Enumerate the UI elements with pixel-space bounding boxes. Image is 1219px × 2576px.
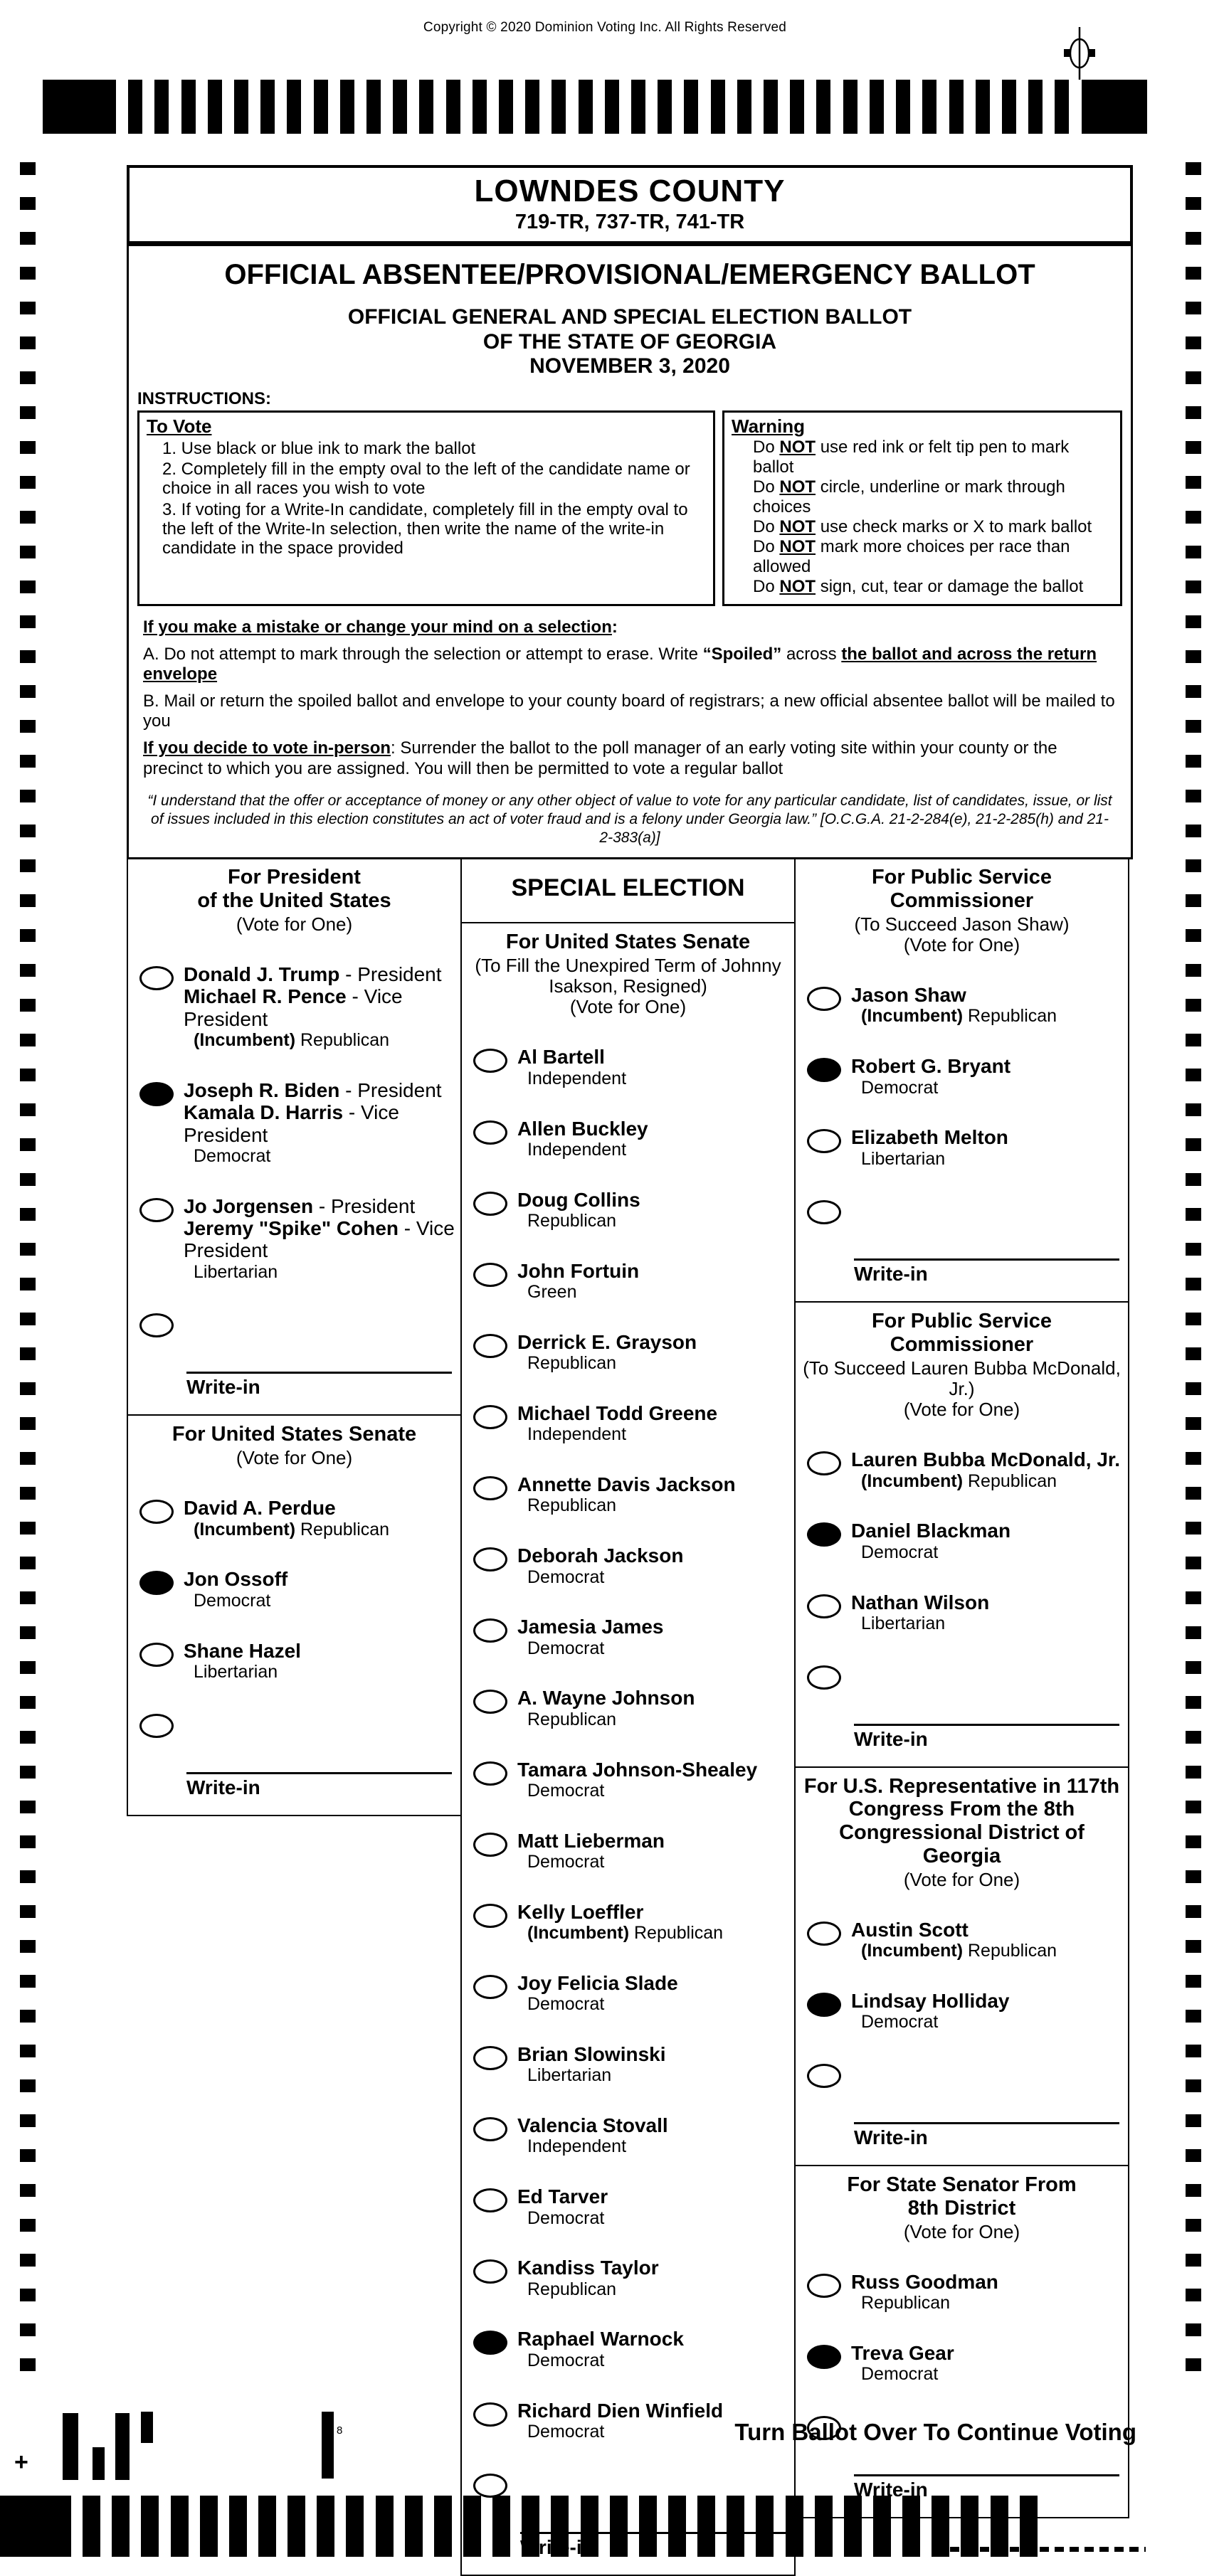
contest-section	[127, 857, 462, 1416]
ballot-oval-empty[interactable]	[139, 1313, 174, 1337]
to-vote-box	[137, 410, 715, 607]
mistake-item-b: B. Mail or return the spoiled ballot and envelope to your county board of registrars; a new official absentee ballot will be mailed to you	[143, 691, 1115, 731]
contest-title: For President of the United States	[197, 866, 391, 913]
to-vote-item: 1. Use black or blue ink to mark the ballot	[162, 438, 476, 458]
ballot-oval-empty[interactable]	[473, 1690, 507, 1714]
candidate-text: Deborah Jackson Democrat	[517, 1544, 684, 1587]
candidate-text: Donald J. Trump - President Michael R. Pence - Vice President (Incumbent) Republican	[184, 963, 442, 1051]
ballot-oval-filled[interactable]	[473, 2331, 507, 2355]
registration-plus-icon: +	[14, 2449, 28, 2476]
candidate-text: Raphael Warnock Democrat	[517, 2328, 684, 2370]
candidate-option	[807, 984, 1122, 1027]
candidate-option	[139, 1195, 455, 1283]
warning-item: Do NOT use check marks or X to mark ballot	[753, 516, 1092, 536]
election-title-line: NOVEMBER 3, 2020	[529, 354, 730, 378]
ballot-oval-empty[interactable]	[807, 2274, 841, 2298]
stub-bar	[322, 2412, 334, 2479]
contest-title: For Public Service Commissioner	[871, 1310, 1052, 1357]
turn-ballot-over-label: Turn Ballot Over To Continue Voting	[734, 2419, 1136, 2445]
instructions-row	[137, 410, 1122, 607]
contest-subtitle: (To Fill the Unexpired Term of Johnny Isakson, Resigned) (Vote for One)	[475, 955, 781, 1018]
warning-title: Warning	[732, 415, 806, 437]
candidate-text: Allen Buckley Independent	[517, 1117, 648, 1160]
candidate-option	[473, 1189, 788, 1231]
ballot-body	[127, 243, 1133, 859]
ballot-oval-empty[interactable]	[473, 1192, 507, 1216]
candidate-option	[807, 1126, 1122, 1169]
candidate-option	[473, 1830, 788, 1872]
ballot-column	[794, 857, 1129, 2518]
ballot-oval-empty[interactable]	[473, 1049, 507, 1073]
write-in-label: Write-in	[854, 1263, 928, 1286]
registration-crosshair-icon	[1059, 27, 1100, 83]
ballot-type-title: OFFICIAL ABSENTEE/PROVISIONAL/EMERGENCY BALLOT	[224, 259, 1035, 290]
timing-marks-left	[20, 0, 36, 2557]
ballot-oval-empty[interactable]	[473, 1405, 507, 1429]
write-in-label: Write-in	[520, 2535, 594, 2558]
ballot-oval-empty[interactable]	[139, 966, 174, 990]
contest-section	[794, 1766, 1129, 2166]
ballot-oval-empty[interactable]	[807, 1200, 841, 1224]
ballot-oval-filled[interactable]	[807, 2345, 841, 2369]
fraud-notice: “I understand that the offer or acceptance of money or any other object of value to vote for any particular candidate, list of candidates, issue, or list of issues included in this election constitutes an act of voter fraud and is a felony under Georgia law.” [O.C.G.A. 21-2-284(e), 21-2-285(h) and 21-2-383(a)]	[147, 792, 1112, 847]
ballot-oval-empty[interactable]	[473, 1904, 507, 1928]
candidate-option	[139, 1497, 455, 1539]
ballot-oval-empty[interactable]	[473, 1476, 507, 1500]
warning-items	[732, 438, 1113, 598]
candidate-option	[807, 1520, 1122, 1562]
ballot-oval-empty[interactable]	[139, 1198, 174, 1222]
candidate-option	[473, 1118, 788, 1160]
contest-section	[460, 922, 796, 2575]
candidate-option	[807, 2342, 1122, 2385]
instructions-label: INSTRUCTIONS:	[137, 388, 271, 408]
contest-title: For United States Senate	[505, 931, 751, 954]
candidate-option	[473, 1046, 788, 1088]
write-in-label: Write-in	[854, 2126, 928, 2148]
warning-item: Do NOT sign, cut, tear or damage the ballot	[753, 577, 1084, 597]
candidate-option	[473, 1260, 788, 1303]
copyright-notice: Copyright © 2020 Dominion Voting Inc. All Rights Reserved	[423, 20, 787, 35]
ballot-oval-filled[interactable]	[139, 1082, 174, 1106]
stub-bar	[115, 2413, 130, 2480]
ballot-oval-empty[interactable]	[807, 1451, 841, 1475]
stub-bar	[141, 2412, 153, 2443]
candidate-text: Joseph R. Biden - President Kamala D. Harris - Vice President Democrat	[184, 1078, 442, 1166]
stub-bar	[63, 2413, 78, 2480]
mistake-item-a: A. Do not attempt to mark through the selection or attempt to erase. Write “Spoiled” across the ballot and across the return envelope	[143, 645, 1097, 684]
candidate-text: Richard Dien Winfield Democrat	[517, 2399, 724, 2442]
candidate-option	[139, 1079, 455, 1167]
candidate-option	[473, 1759, 788, 1801]
ballot-column	[460, 857, 796, 2575]
ballot-oval-empty[interactable]	[473, 1263, 507, 1287]
mistake-heading: If you make a mistake or change your mind on a selection:	[143, 618, 618, 637]
write-in-area[interactable]	[186, 1372, 452, 1374]
candidate-text: David A. Perdue (Incumbent) Republican	[184, 1497, 390, 1539]
candidate-option	[473, 2043, 788, 2086]
ballot-oval-empty[interactable]	[807, 1594, 841, 1618]
contest-subtitle: (Vote for One)	[236, 913, 353, 935]
to-vote-item: 2. Completely fill in the empty oval to the left of the candidate name or choice in all races you wish to vote	[162, 460, 690, 499]
in-person-instructions: If you decide to vote in-person: Surrender the ballot to the poll manager of an early voting site within your county or the precinct to which you are assigned. You will then be permitted to vote a regular ballot	[143, 738, 1057, 778]
candidate-option	[473, 1972, 788, 2015]
ballot-oval-empty[interactable]	[473, 1761, 507, 1786]
ballot-oval-empty[interactable]	[807, 1129, 841, 1153]
ballot-oval-empty[interactable]	[473, 2259, 507, 2284]
ballot-oval-empty[interactable]	[473, 2046, 507, 2070]
warning-item: Do NOT mark more choices per race than allowed	[753, 536, 1070, 576]
ballot-oval-filled[interactable]	[807, 1522, 841, 1547]
candidate-text: A. Wayne Johnson Republican	[517, 1687, 695, 1729]
candidate-text: Annette Davis Jackson Republican	[517, 1473, 736, 1516]
candidate-option	[473, 2328, 788, 2370]
candidate-text: Michael Todd Greene Independent	[517, 1401, 718, 1445]
ballot-column	[127, 857, 462, 1816]
contest-columns	[127, 857, 1133, 2575]
contest-title: For United States Senate	[171, 1423, 417, 1446]
timing-marks-top	[43, 80, 1147, 134]
candidate-text: Valencia Stovall Independent	[517, 2114, 668, 2157]
write-in-label: Write-in	[854, 2478, 928, 2501]
candidate-option	[473, 1616, 788, 1658]
candidate-text: Jo Jorgensen - President Jeremy "Spike" Cohen - Vice President Libertarian	[184, 1194, 455, 1282]
write-in-area[interactable]	[520, 2532, 786, 2534]
write-in-label: Write-in	[854, 1727, 928, 1750]
candidate-option	[473, 1544, 788, 1587]
ballot-oval-filled[interactable]	[807, 1058, 841, 1082]
candidate-option	[139, 1640, 455, 1682]
write-in-area[interactable]	[854, 2122, 1119, 2124]
column-header: SPECIAL ELECTION	[460, 857, 796, 923]
candidate-text: Elizabeth Melton Libertarian	[851, 1126, 1008, 1169]
contest-title: For Public Service Commissioner	[871, 866, 1052, 913]
candidate-option	[807, 1990, 1122, 2032]
candidate-text: Kandiss Taylor Republican	[517, 2257, 659, 2299]
candidate-option	[473, 1473, 788, 1516]
ballot-oval-empty[interactable]	[139, 1714, 174, 1738]
ballot-oval-empty[interactable]	[473, 2402, 507, 2427]
ballot-oval-empty[interactable]	[473, 1547, 507, 1571]
write-in-area[interactable]	[854, 1724, 1119, 1726]
contest-subtitle: (To Succeed Jason Shaw) (Vote for One)	[854, 913, 1070, 955]
ballot-frame	[127, 165, 1133, 2576]
write-in-label: Write-in	[186, 1776, 260, 1798]
precinct-codes: 719-TR, 737-TR, 741-TR	[514, 211, 745, 233]
write-in-area[interactable]	[854, 2474, 1119, 2476]
candidate-option	[473, 1402, 788, 1445]
election-title-line: OF THE STATE OF GEORGIA	[482, 329, 777, 354]
stub-bar	[93, 2447, 105, 2480]
contest-section	[794, 857, 1129, 1303]
contest-title: For State Senator From 8th District	[847, 2173, 1077, 2220]
to-vote-items	[147, 440, 706, 558]
candidate-text: Joy Felicia Slade Democrat	[517, 1971, 678, 2015]
candidate-text: Kelly Loeffler (Incumbent) Republican	[517, 1900, 724, 1944]
ballot-oval-empty[interactable]	[807, 1665, 841, 1690]
contest-subtitle: (Vote for One)	[903, 2220, 1020, 2242]
candidate-text: Jon Ossoff Democrat	[184, 1568, 288, 1611]
ballot-oval-empty[interactable]	[473, 1975, 507, 1999]
timing-marks-right	[1186, 0, 1201, 2557]
candidate-option	[139, 1568, 455, 1611]
write-in-area[interactable]	[854, 1258, 1119, 1261]
ballot-oval-empty[interactable]	[139, 1643, 174, 1667]
ballot-oval-empty[interactable]	[807, 987, 841, 1011]
ballot-oval-filled[interactable]	[807, 1993, 841, 2017]
ballot-oval-empty[interactable]	[473, 1618, 507, 1643]
warning-box	[722, 410, 1122, 607]
ballot-oval-empty[interactable]	[473, 1120, 507, 1145]
contest-section	[794, 1301, 1129, 1767]
ballot-oval-empty[interactable]	[139, 1500, 174, 1524]
candidate-option	[473, 2257, 788, 2299]
to-vote-title: To Vote	[147, 415, 212, 437]
candidate-option	[807, 2271, 1122, 2313]
ballot-oval-empty[interactable]	[473, 1334, 507, 1358]
candidate-option	[473, 2185, 788, 2228]
candidate-text: Brian Slowinski Libertarian	[517, 2042, 666, 2086]
candidate-text: Daniel Blackman Democrat	[851, 1520, 1011, 1562]
ballot-oval-empty[interactable]	[473, 2117, 507, 2141]
candidate-text: John Fortuin Green	[517, 1259, 640, 1303]
ballot-oval-empty[interactable]	[473, 2474, 507, 2498]
contest-section	[127, 1414, 462, 1816]
warning-item: Do NOT circle, underline or mark through choices	[753, 477, 1065, 516]
candidate-text: Ed Tarver Democrat	[517, 2185, 608, 2228]
contest-subtitle: (To Succeed Lauren Bubba McDonald, Jr.) (Vote for One)	[803, 1357, 1121, 1421]
ballot-oval-filled[interactable]	[139, 1571, 174, 1595]
ballot-oval-empty[interactable]	[473, 1833, 507, 1857]
election-title-line: OFFICIAL GENERAL AND SPECIAL ELECTION BALLOT	[347, 305, 912, 329]
candidate-text: Robert G. Bryant Democrat	[851, 1055, 1011, 1098]
election-title	[137, 305, 1122, 379]
candidate-option	[473, 1901, 788, 1944]
candidate-text: Treva Gear Democrat	[851, 2341, 954, 2385]
candidate-text: Lindsay Holliday Democrat	[851, 1989, 1010, 2032]
candidate-option	[807, 1448, 1122, 1491]
candidate-text: Jamesia James Democrat	[517, 1616, 664, 1658]
candidate-option	[807, 1591, 1122, 1634]
mistake-instructions	[137, 618, 1122, 847]
candidate-option	[473, 1331, 788, 1374]
candidate-text: Nathan Wilson Libertarian	[851, 1591, 990, 1633]
ballot-oval-empty[interactable]	[807, 2064, 841, 2088]
candidate-option	[473, 2114, 788, 2157]
ballot-oval-empty[interactable]	[807, 1922, 841, 1946]
candidate-text: Doug Collins Republican	[517, 1188, 640, 1231]
candidate-text: Austin Scott (Incumbent) Republican	[851, 1918, 1057, 1961]
candidate-option	[473, 1687, 788, 1729]
to-vote-item: 3. If voting for a Write-In candidate, completely fill in the empty oval to the left of the Write-In selection, then write the name of the write-in candidate in the space provided	[162, 500, 688, 558]
contest-title: For U.S. Representative in 117th Congress From the 8th Congressional District of Georgia	[803, 1774, 1120, 1867]
candidate-option	[139, 963, 455, 1051]
candidate-text: Russ Goodman Republican	[851, 2270, 998, 2313]
candidate-text: Matt Lieberman Democrat	[517, 1829, 665, 1872]
contest-subtitle: (Vote for One)	[236, 1447, 353, 1469]
ballot-oval-empty[interactable]	[473, 2188, 507, 2212]
candidate-text: Al Bartell Independent	[517, 1046, 627, 1088]
write-in-area[interactable]	[186, 1772, 452, 1774]
candidate-option	[807, 1919, 1122, 1961]
contest-section	[794, 2165, 1129, 2518]
candidate-text: Shane Hazel Libertarian	[184, 1639, 301, 1682]
print-artifact	[950, 2547, 1146, 2552]
write-in-label: Write-in	[186, 1376, 260, 1399]
candidate-text: Derrick E. Grayson Republican	[517, 1330, 697, 1374]
candidate-text: Lauren Bubba McDonald, Jr. (Incumbent) Republican	[851, 1448, 1121, 1491]
contest-subtitle: (Vote for One)	[903, 1868, 1020, 1890]
county-name: LOWNDES COUNTY	[474, 174, 786, 208]
candidate-text: Tamara Johnson-Shealey Democrat	[517, 1758, 758, 1801]
stub-digit: 8	[337, 2424, 343, 2437]
candidate-text: Jason Shaw (Incumbent) Republican	[851, 984, 1057, 1027]
county-header	[127, 165, 1133, 244]
candidate-option	[807, 1055, 1122, 1098]
warning-item: Do NOT use red ink or felt tip pen to mark ballot	[753, 437, 1070, 477]
